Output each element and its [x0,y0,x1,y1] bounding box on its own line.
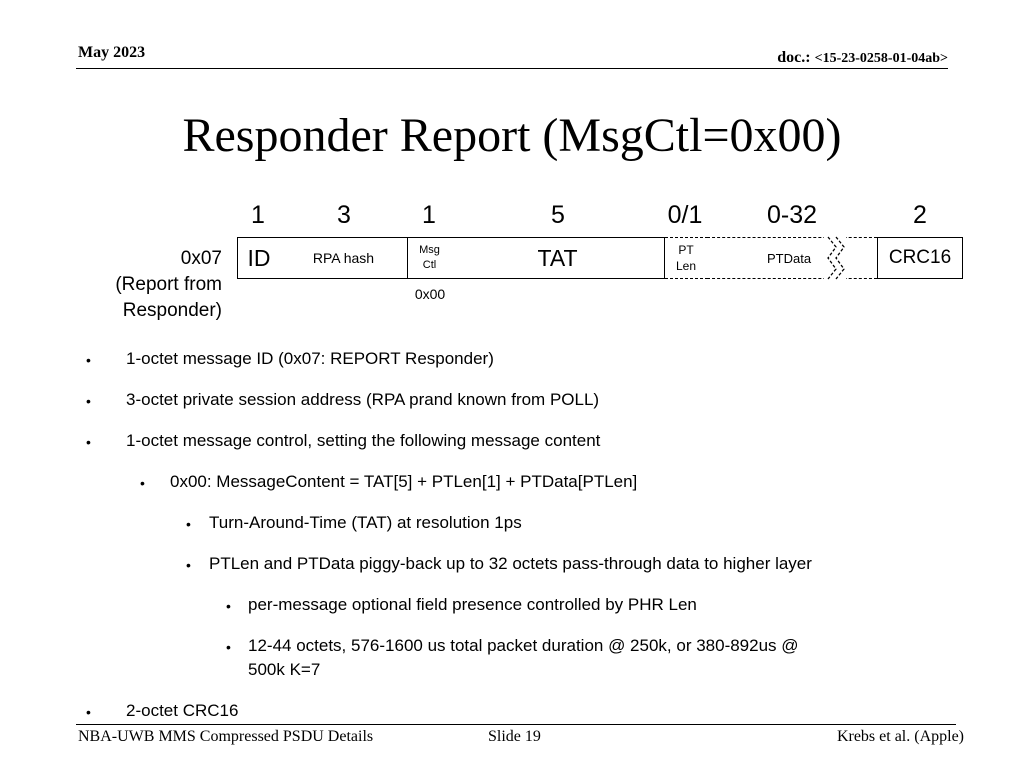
field-pt-len [665,237,708,279]
row-label [60,246,222,324]
bullet-icon: • [186,557,191,573]
footer-divider [76,724,956,725]
list-item-text: 0x00: MessageContent = TAT[5] + PTLen[1] + PTData[PTLen] [170,472,638,491]
field-msg-ctl-line: Msg [419,244,440,256]
list-item-text: 3-octet private session address (RPA prand known from POLL) [126,390,600,409]
bullet-icon: • [86,704,91,720]
list-item-text: per-message optional field presence controlled by PHR Len [248,595,697,614]
msgctl-value-label: 0x00 [414,286,446,302]
row-label-line: (Report from [115,274,222,295]
field-rpa-hash: RPA hash [280,237,408,279]
field-id: ID [237,237,281,279]
field-tat: TAT [451,237,665,279]
field-ptdata: PTData [707,237,877,279]
list-item-text: 2-octet CRC16 [126,701,239,720]
octet-count-pt-len: 0/1 [667,201,703,229]
footer-right: Krebs et al. (Apple) [836,728,964,745]
octet-count-tat: 5 [551,201,565,229]
field-msg-ctl [407,237,452,279]
bullet-icon: • [86,352,91,368]
bullet-icon: • [86,434,91,450]
field-pt-len-line: Len [675,259,697,273]
header-doc-number [777,49,948,67]
bullet-icon: • [86,393,91,409]
header-date: May 2023 [78,44,146,61]
bullet-icon: • [226,639,231,655]
octet-count-id: 1 [251,201,265,229]
octet-count-ptdata: 0-32 [766,201,818,229]
field-crc16: CRC16 [877,237,963,279]
octet-count-msg-ctl: 1 [422,201,436,229]
slide-title: Responder Report (MsgCtl=0x00) [182,109,842,162]
doc-number: <15-23-0258-01-04ab> [814,51,948,66]
bullet-icon: • [226,598,231,614]
list-item-text: Turn-Around-Time (TAT) at resolution 1ps [209,513,522,532]
header-divider [76,68,948,69]
octet-count-crc16: 2 [913,201,927,229]
field-msg-ctl-line: Ctl [422,259,437,271]
list-item-text: 12-44 octets, 576-1600 us total packet duration @ 250k, or 380-892us @ [248,636,799,655]
row-label-line: Responder) [122,300,222,321]
list-item-text: PTLen and PTData piggy-back up to 32 octets pass-through data to higher layer [209,554,812,573]
break-symbol-icon [818,236,874,280]
bullet-icon: • [140,475,145,491]
list-item-text: 1-octet message control, setting the following message content [126,431,601,450]
doc-label: doc.: [777,49,811,66]
footer-slide-number: Slide 19 [488,728,541,745]
field-pt-len-line: PT [678,243,694,257]
list-item-text-continued: 500k K=7 [248,660,321,679]
octet-count-rpa-hash: 3 [337,201,351,229]
bullet-icon: • [186,516,191,532]
list-item-text: 1-octet message ID (0x07: REPORT Responder) [126,349,494,368]
footer-left: NBA-UWB MMS Compressed PSDU Details [78,728,374,745]
row-label-line: 0x07 [180,248,222,269]
